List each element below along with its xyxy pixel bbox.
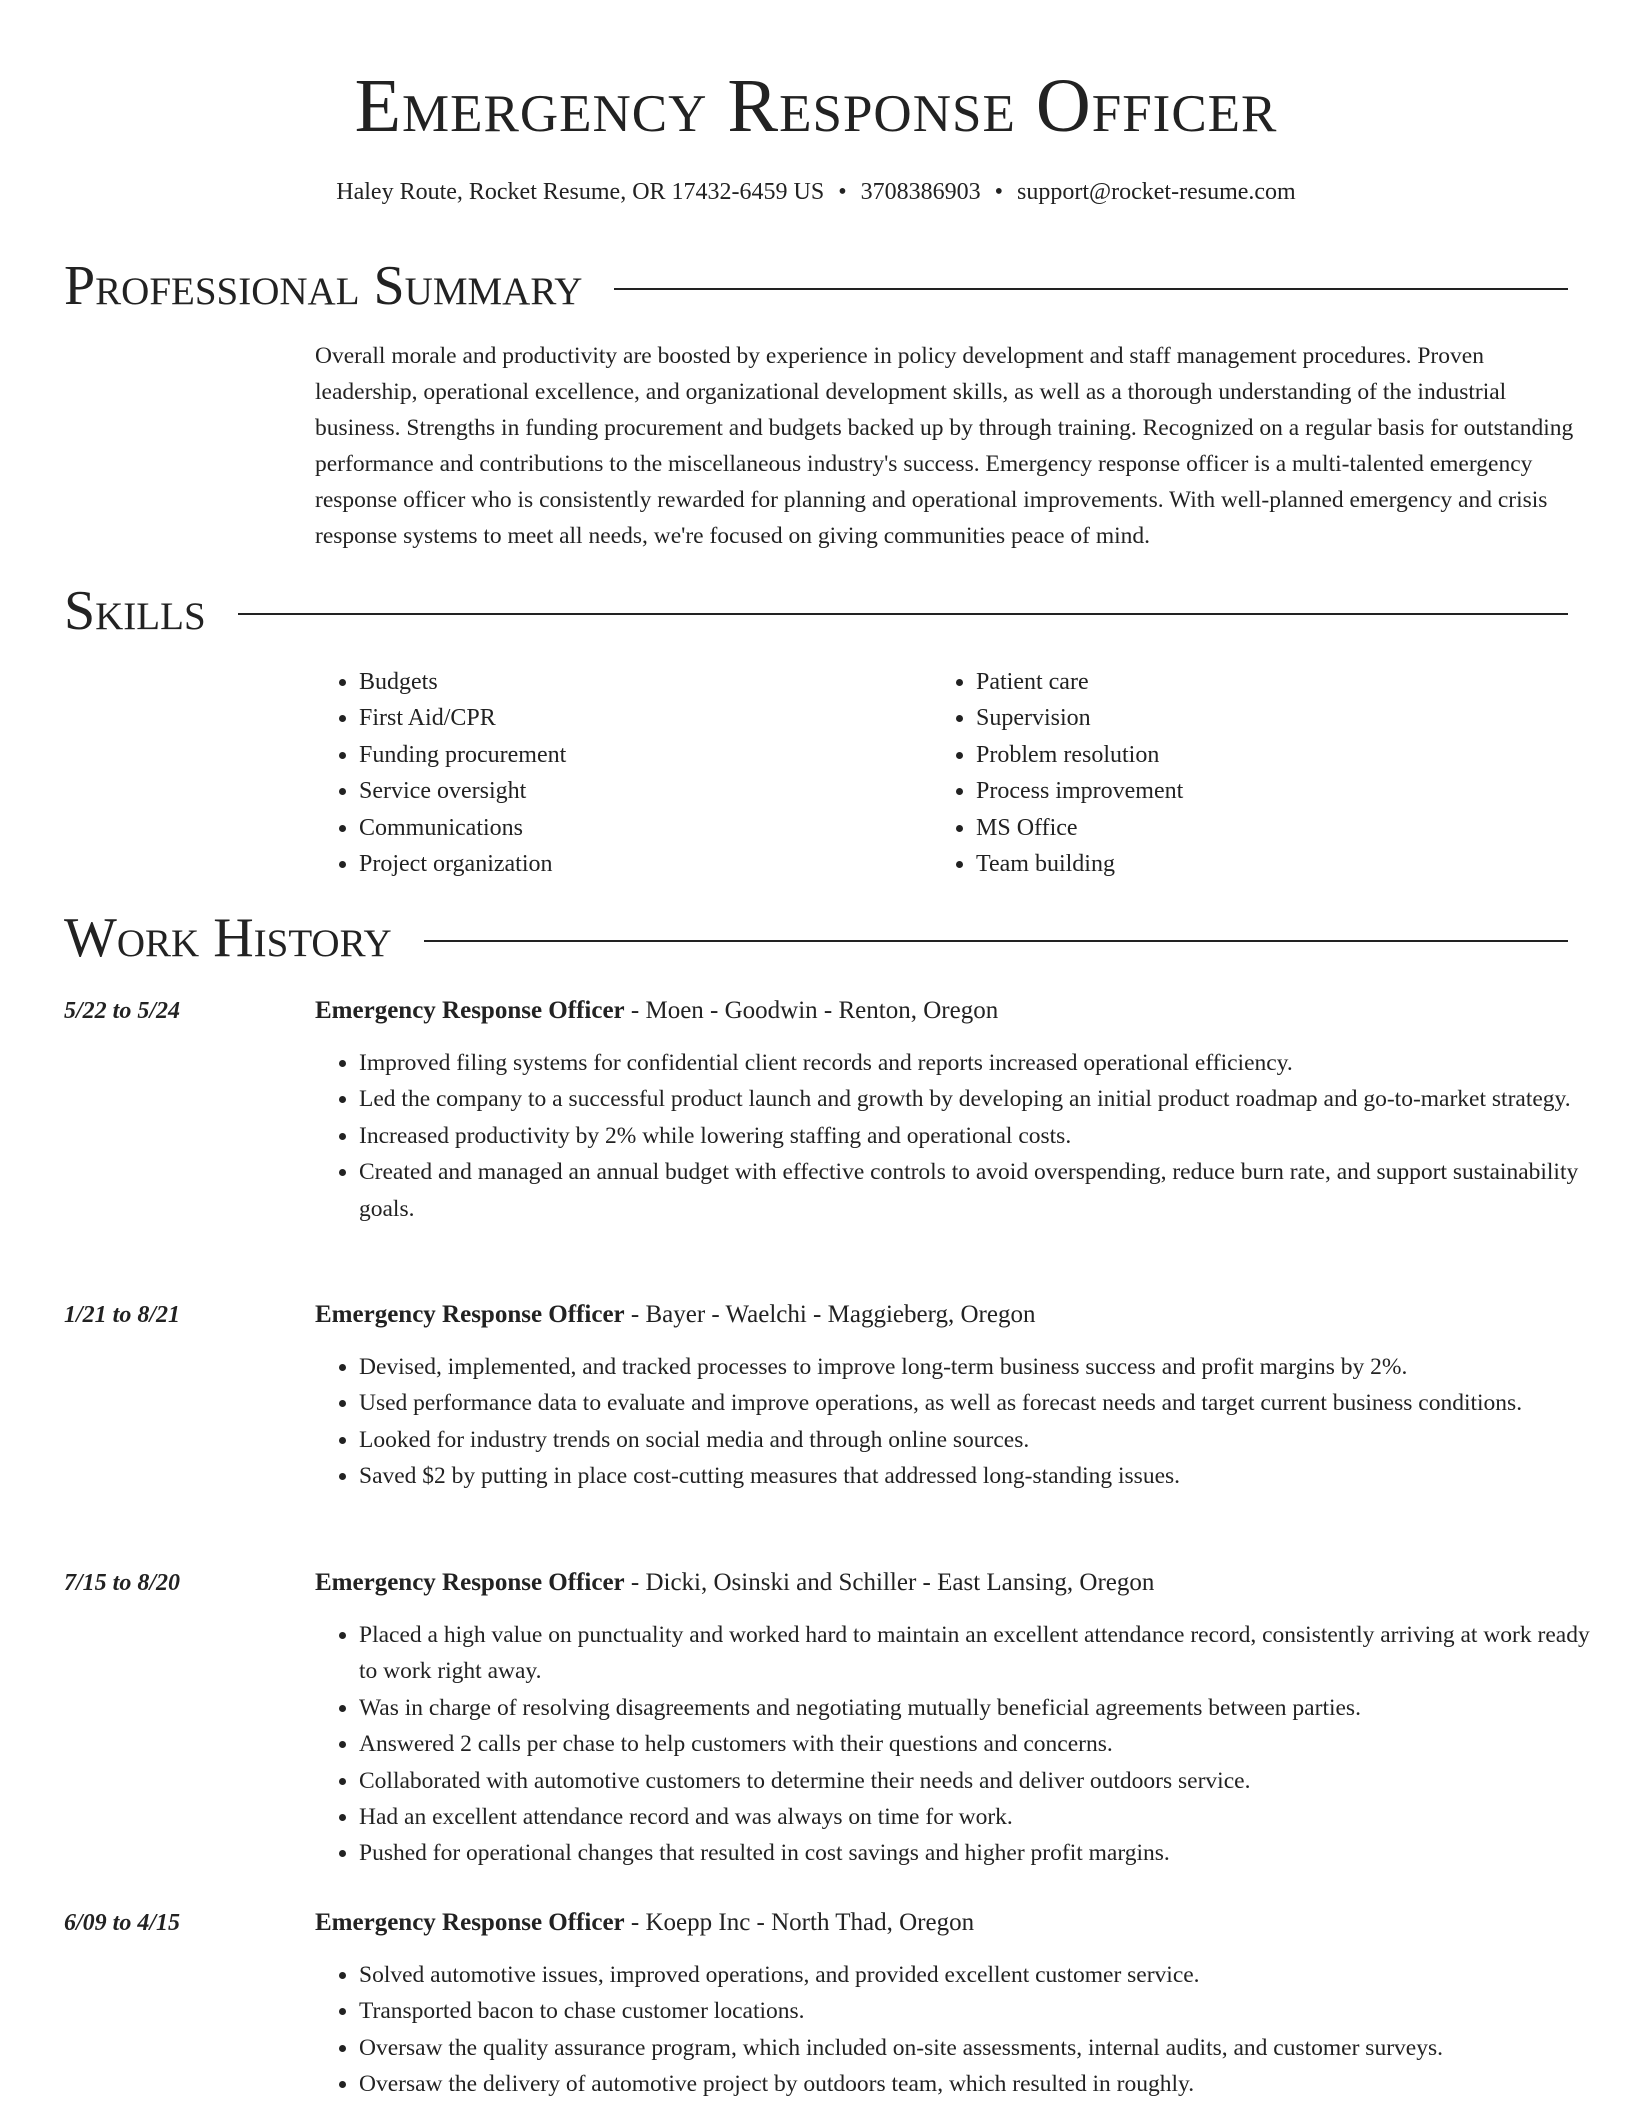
skills-list-left bbox=[315, 664, 566, 882]
summary-text: Overall morale and productivity are boosted by experience in policy development and staff management procedures. Proven leadership, operational excellence, and organizational development skills, as well as a thorough understanding of the industrial business. Strengths in funding procurement and budgets backed up by through training. Recognized on a regular basis for outstanding performance and contributions to the miscellaneous industry's success. Emergency response officer is a multi-talented emergency response officer who is consistently rewarded for planning and operational improvements. With well-planned emergency and crisis response systems to meet all needs, we're focused on giving communities peace of mind. bbox=[315, 343, 1574, 549]
skill-item: • Communications bbox=[359, 810, 566, 846]
work-heading: Work History bbox=[64, 907, 392, 969]
contact-line bbox=[0, 176, 1632, 208]
skill-item: • Project organization bbox=[359, 846, 566, 882]
contact-phone: 3708386903 bbox=[860, 179, 981, 205]
job-bullet: • Created and managed an annual budget with effective controls to avoid overspending, reduce burn rate, and support sustainability goals. bbox=[359, 1154, 1612, 1227]
skills-list-right bbox=[932, 664, 1183, 882]
job-title-line bbox=[315, 993, 998, 1029]
job-bullet: • Had an excellent attendance record and was always on time for work. bbox=[359, 1799, 1612, 1835]
job-dates: 1/21 to 8/21 bbox=[64, 1302, 181, 1328]
skill-item: • Supervision bbox=[976, 700, 1183, 736]
job-bullet: • Saved $2 by putting in place cost-cutting measures that addressed long-standing issues. bbox=[359, 1458, 1612, 1494]
contact-email: support@rocket-resume.com bbox=[1017, 179, 1296, 205]
contact-separator: • bbox=[838, 179, 847, 205]
job-bullet: • Placed a high value on punctuality and worked hard to maintain an excellent attendance record, consistently arriving at work ready to work right away. bbox=[359, 1617, 1612, 1690]
job-title-line bbox=[315, 1297, 1035, 1333]
job-title-line bbox=[315, 1905, 974, 1941]
job-title: Emergency Response Officer bbox=[315, 997, 625, 1024]
job-bullet: • Looked for industry trends on social media and through online sources. bbox=[359, 1422, 1612, 1458]
job-bullet: • Collaborated with automotive customers to determine their needs and deliver outdoors service. bbox=[359, 1763, 1612, 1799]
summary-heading: Professional Summary bbox=[64, 255, 583, 317]
contact-address: Haley Route, Rocket Resume, OR 17432-6459 US bbox=[336, 179, 825, 205]
section-divider bbox=[238, 613, 1568, 615]
job-bullet: • Oversaw the quality assurance program, which included on-site assessments, internal audits, and customer surveys. bbox=[359, 2030, 1612, 2066]
job-bullet: • Was in charge of resolving disagreements and negotiating mutually beneficial agreements between parties. bbox=[359, 1690, 1612, 1726]
skill-item: • Patient care bbox=[976, 664, 1183, 700]
job-dates: 5/22 to 5/24 bbox=[64, 998, 181, 1024]
skills-section-header bbox=[64, 579, 1568, 643]
job-bullet: • Increased productivity by 2% while lowering staffing and operational costs. bbox=[359, 1118, 1612, 1154]
job-bullet: • Led the company to a successful product launch and growth by developing an initial product roadmap and go-to-market strategy. bbox=[359, 1081, 1612, 1117]
job-employer: - Dicki, Osinski and Schiller - East Lansing, Oregon bbox=[624, 1569, 1155, 1596]
job-title-line bbox=[315, 1565, 1154, 1601]
skills-heading: Skills bbox=[64, 580, 206, 642]
job-title: Emergency Response Officer bbox=[315, 1569, 625, 1596]
section-divider bbox=[614, 288, 1568, 290]
skill-item: • Service oversight bbox=[359, 773, 566, 809]
job-bullet-list bbox=[315, 1349, 1612, 1495]
skill-item: • Process improvement bbox=[976, 773, 1183, 809]
skill-item: • Problem resolution bbox=[976, 737, 1183, 773]
job-bullet: • Transported bacon to chase customer locations. bbox=[359, 1993, 1612, 2029]
skill-item: • Budgets bbox=[359, 664, 566, 700]
job-dates: 6/09 to 4/15 bbox=[64, 1910, 181, 1936]
resume-name-heading: Emergency Response Officer bbox=[354, 64, 1278, 148]
skill-item: • Team building bbox=[976, 846, 1183, 882]
contact-separator: • bbox=[994, 179, 1004, 205]
job-employer: - Bayer - Waelchi - Maggieberg, Oregon bbox=[624, 1301, 1036, 1328]
section-divider bbox=[424, 940, 1568, 942]
job-title: Emergency Response Officer bbox=[315, 1909, 625, 1936]
job-bullet: • Solved automotive issues, improved operations, and provided excellent customer service. bbox=[359, 1957, 1612, 1993]
job-employer: - Koepp Inc - North Thad, Oregon bbox=[624, 1909, 975, 1936]
skill-item: • MS Office bbox=[976, 810, 1183, 846]
job-bullet-list bbox=[315, 1957, 1612, 2103]
job-employer: - Moen - Goodwin - Renton, Oregon bbox=[624, 997, 999, 1024]
job-bullet: • Devised, implemented, and tracked processes to improve long-term business success and profit margins by 2%. bbox=[359, 1349, 1612, 1385]
job-bullet: • Answered 2 calls per chase to help customers with their questions and concerns. bbox=[359, 1726, 1612, 1762]
job-bullet: • Improved filing systems for confidential client records and reports increased operational efficiency. bbox=[359, 1045, 1612, 1081]
job-dates: 7/15 to 8/20 bbox=[64, 1570, 181, 1596]
job-bullet: • Oversaw the delivery of automotive project by outdoors team, which resulted in roughly. bbox=[359, 2066, 1612, 2102]
summary-section-header bbox=[64, 254, 1568, 318]
work-section-header bbox=[64, 906, 1568, 970]
job-bullet-list bbox=[315, 1617, 1612, 1872]
job-bullet-list bbox=[315, 1045, 1612, 1227]
job-title: Emergency Response Officer bbox=[315, 1301, 625, 1328]
skill-item: • Funding procurement bbox=[359, 737, 566, 773]
job-bullet: • Pushed for operational changes that resulted in cost savings and higher profit margins. bbox=[359, 1835, 1612, 1871]
job-bullet: • Used performance data to evaluate and improve operations, as well as forecast needs and target current business conditions. bbox=[359, 1385, 1612, 1421]
skill-item: • First Aid/CPR bbox=[359, 700, 566, 736]
